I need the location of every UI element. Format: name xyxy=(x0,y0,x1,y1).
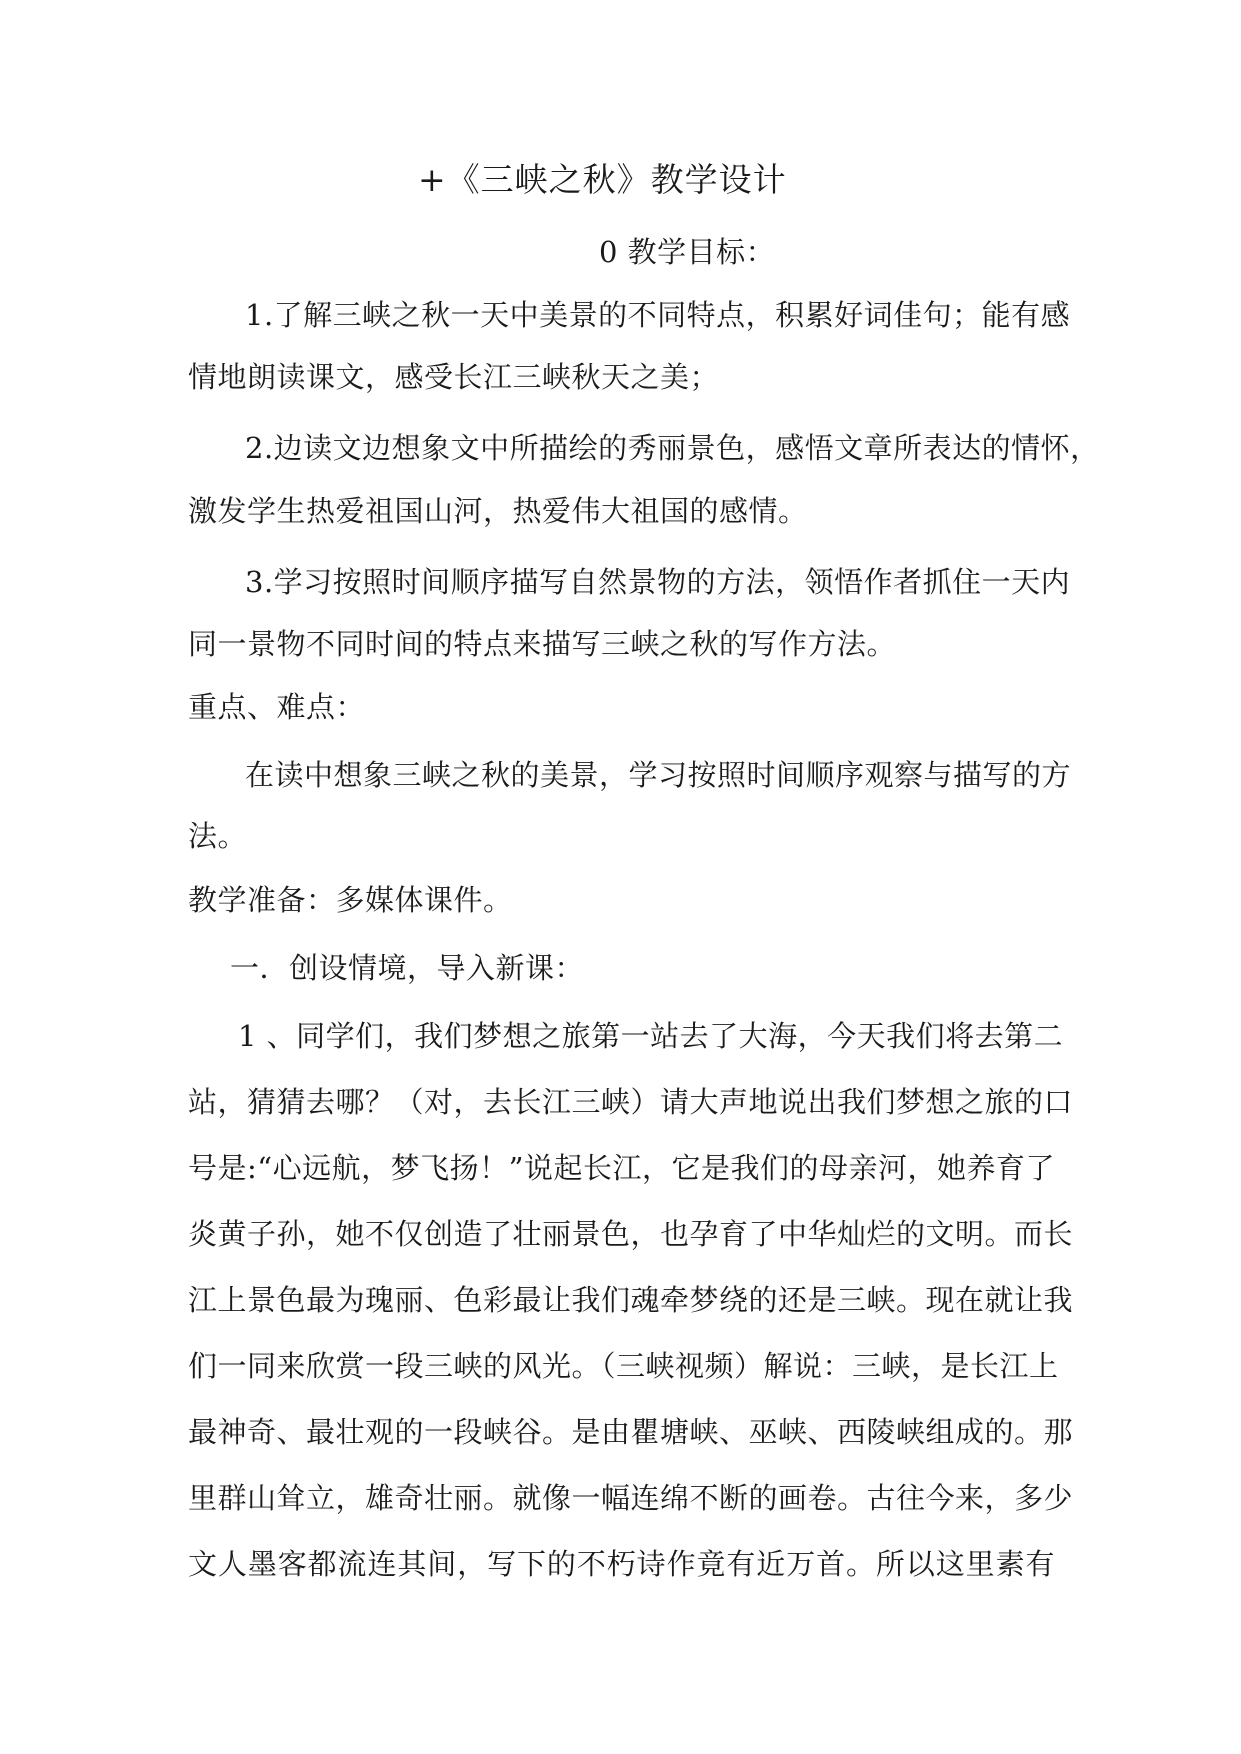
section-1-line: 1 、同学们，我们梦想之旅第一站去了大海，今天我们将去第二 xyxy=(238,1019,1064,1053)
key-points-line-2: 法。 xyxy=(188,819,248,853)
objective-2-line-1: 2.边读文边想象文中所描绘的秀丽景色，感悟文章所表达的情怀， xyxy=(245,431,1100,465)
objective-3-line-1: 3.学习按照时间顺序描写自然景物的方法，领悟作者抓住一天内 xyxy=(245,565,1071,599)
section-1-line: 里群山耸立，雄奇壮丽。就像一幅连绵不断的画卷。古往今来，多少 xyxy=(188,1481,1074,1515)
objective-3-line-2: 同一景物不同时间的特点来描写三峡之秋的写作方法。 xyxy=(188,627,897,661)
section-1-line: 站，猜猜去哪？（对，去长江三峡）请大声地说出我们梦想之旅的口 xyxy=(188,1085,1074,1119)
section-1-line: 号是:“心远航，梦飞扬！”说起长江，它是我们的母亲河，她养育了 xyxy=(188,1151,1055,1185)
section-1-line: 们一同来欣赏一段三峡的风光。（三峡视频）解说：三峡，是长江上 xyxy=(188,1349,1059,1383)
objective-2-line-2: 激发学生热爱祖国山河，热爱伟大祖国的感情。 xyxy=(188,494,808,528)
document-title: +《三峡之秋》教学设计 xyxy=(418,160,787,199)
section-1-line: 炎黄子孙，她不仅创造了壮丽景色，也孕育了中华灿烂的文明。而长 xyxy=(188,1217,1074,1251)
key-points-heading: 重点、难点： xyxy=(188,690,366,724)
objectives-heading: 0 教学目标： xyxy=(599,235,776,269)
objective-1-line-1: 1.了解三峡之秋一天中美景的不同特点，积累好词佳句；能有感 xyxy=(245,298,1071,332)
key-points-line-1: 在读中想象三峡之秋的美景，学习按照时间顺序观察与描写的方 xyxy=(245,758,1072,792)
section-1-line: 最神奇、最壮观的一段峡谷。是由瞿塘峡、巫峡、西陵峡组成的。那 xyxy=(188,1415,1074,1449)
section-1-line: 文人墨客都流连其间，写下的不朽诗作竟有近万首。所以这里素有 xyxy=(188,1547,1055,1581)
section-1-heading: 一．创设情境，导入新课： xyxy=(230,951,585,985)
teaching-preparation: 教学准备：多媒体课件。 xyxy=(188,883,513,917)
section-1-line: 江上景色最为瑰丽、色彩最让我们魂牵梦绕的还是三峡。现在就让我 xyxy=(188,1283,1074,1317)
objective-1-line-2: 情地朗读课文，感受长江三峡秋天之美； xyxy=(188,360,720,394)
